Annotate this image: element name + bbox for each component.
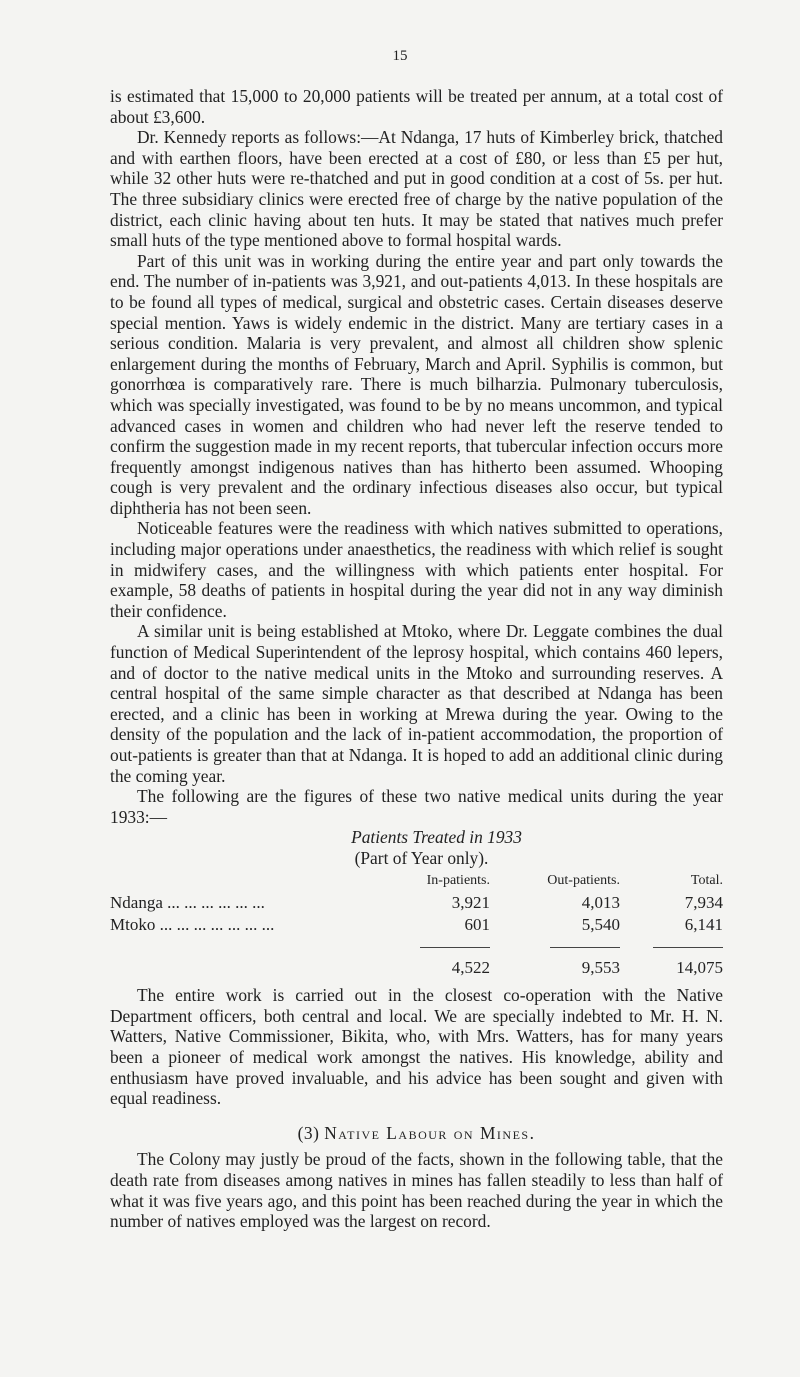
row-out-patients: 5,540 bbox=[581, 915, 620, 935]
row-out-patients: 4,013 bbox=[581, 893, 620, 913]
section-number: (3) bbox=[297, 1122, 320, 1143]
table-subtitle: (Part of Year only). bbox=[354, 847, 489, 868]
total-out-patients: 9,553 bbox=[581, 957, 620, 977]
paragraph-3: Part of this unit was in working during the entire year and part only towards the end. The number of in-patients was 3,921, and out-patients 4,013. In these hospitals are to be found all types of medical, surgical and obstetric cases. Certain diseases deserve special mention. Yaws is widely endemic in the district. Many are tertiary cases in a serious condition. Malaria is very prevalent, and almost all children show splenic enlargement during the months of February, March and April. Syphilis is common, but gonorrhœa is comparatively rare. There is much bilharzia. Pulmonary tuberculosis, which was specially investigated, was found to be by no means uncommon, and typical advanced cases in women and children who had never left the reserve tended to confirm the suggestion made in my recent reports, that tubercular infection occurs more frequently amongst indigenous natives than has hitherto been assumed. Whooping cough is very prevalent and the ordinary infectious diseases also occur, but typical diphtheria has not been seen. bbox=[110, 250, 723, 518]
header-in-patients: In-patients. bbox=[426, 873, 490, 889]
sum-rule bbox=[653, 947, 723, 948]
sum-rule bbox=[550, 947, 620, 948]
paragraph-after-table: The entire work is carried out in the closest co-operation with the Native Department officers, both central and local. We are specially indebted to Mr. H. N. Watters, Native Commissioner, Bikita, who, with Mrs. Watters, has for many years been a pioneer of medical work amongst the natives. His knowledge, ability and enthusiasm have proved invaluable, and his advice has been sought and given with equal readiness. bbox=[110, 985, 723, 1109]
row-in-patients: 601 bbox=[464, 915, 490, 935]
row-in-patients: 3,921 bbox=[451, 893, 490, 913]
row-name: Mtoko ... ... ... ... ... ... ... bbox=[110, 915, 275, 935]
header-total: Total. bbox=[690, 873, 723, 889]
table-caption bbox=[110, 827, 723, 868]
page-number: 15 bbox=[392, 48, 408, 64]
table-header-row bbox=[110, 871, 723, 893]
header-out-patients: Out-patients. bbox=[547, 873, 620, 889]
table-totals-row bbox=[110, 957, 723, 979]
patients-table bbox=[110, 871, 723, 980]
paragraph-2: Dr. Kennedy reports as follows:—At Ndanga, 17 huts of Kimberley brick, thatched and with earthen floors, have been erected at a cost of £80, or less than £5 per hut, while 32 other huts were re-thatched and put in good condition at a cost of 5s. per hut. The three subsidiary clinics were erected free of charge by the native population of the district, each clinic having about ten huts. It may be stated that natives much prefer small huts of the type mentioned above to formal hospital wards. bbox=[110, 127, 723, 251]
total-in-patients: 4,522 bbox=[451, 957, 490, 977]
table-row bbox=[110, 893, 723, 915]
total-total: 14,075 bbox=[676, 957, 723, 977]
section-heading bbox=[110, 1123, 723, 1144]
section-title: Native Labour on Mines. bbox=[324, 1122, 536, 1143]
table-title: Patients Treated in 1933 bbox=[351, 827, 522, 848]
final-paragraph: The Colony may justly be proud of the facts, shown in the following table, that the death rate from diseases among natives in mines has fallen steadily to less than half of what it was five years ago, and this point has been reached during the year in which the number of natives employed was the largest on record. bbox=[110, 1149, 723, 1232]
body-text bbox=[110, 86, 723, 1232]
paragraph-6: The following are the figures of these two native medical units during the year 1933:— bbox=[110, 786, 723, 827]
paragraph-5: A similar unit is being established at Mtoko, where Dr. Leggate combines the dual function of Medical Superintendent of the leprosy hospital, which contains 460 lepers, and of doctor to the native medical units in the Mtoko and surrounding reserves. A central hospital of the same simple character as that described at Ndanga has been erected, and a clinic has been in working at Mrewa during the year. Owing to the density of the population and the lack of in-patient accommodation, the proportion of out-patients is greater than that at Ndanga. It is hoped to add an additional clinic during the coming year. bbox=[110, 621, 723, 786]
table-rule-row bbox=[110, 937, 723, 958]
sum-rule bbox=[420, 947, 490, 948]
row-name: Ndanga ... ... ... ... ... ... bbox=[110, 893, 265, 913]
paragraph-1: is estimated that 15,000 to 20,000 patients will be treated per annum, at a total cost of about £3,600. bbox=[110, 86, 723, 127]
table-header-blank bbox=[110, 871, 400, 893]
row-total: 7,934 bbox=[684, 893, 723, 913]
row-total: 6,141 bbox=[684, 915, 723, 935]
table-row bbox=[110, 915, 723, 937]
paragraph-4: Noticeable features were the readiness with which natives submitted to operations, including major operations under anaesthetics, the readiness with which relief is sought in midwifery cases, and the willingness with which patients enter hospital. For example, 58 deaths of patients in hospital during the year did not in any way diminish their confidence. bbox=[110, 518, 723, 621]
